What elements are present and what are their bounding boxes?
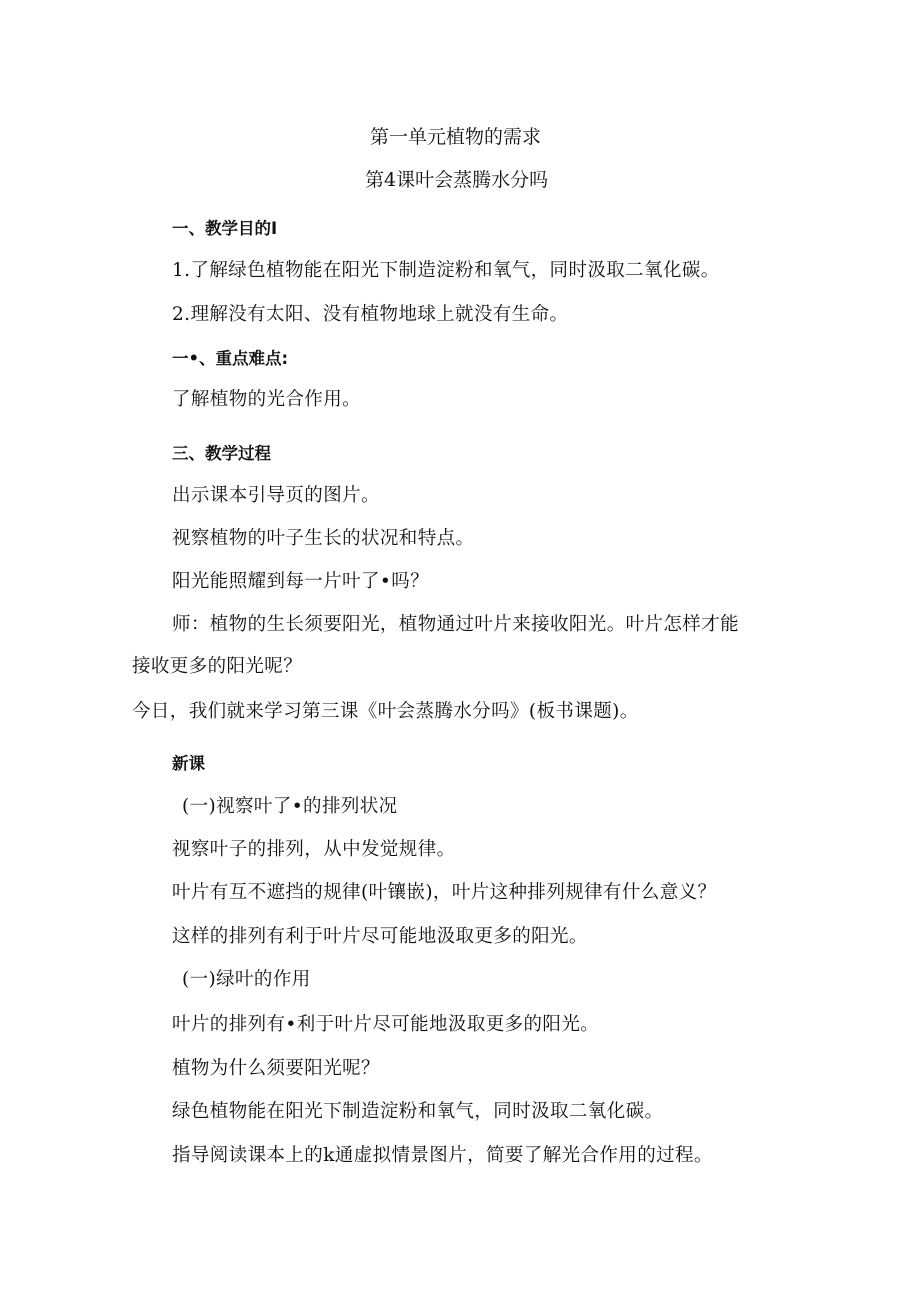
paragraph: 指导阅读课本上的k通虚拟情景图片，简要了解光合作用的过程。 [172, 1145, 713, 1166]
new-lesson-heading: 新课 [172, 754, 205, 773]
objectives-heading: 一、教学目的I [172, 219, 278, 238]
unit-title: 第一单元植物的需求 [370, 126, 542, 148]
paragraph: 植物为什么须要阳光呢？ [172, 1058, 380, 1079]
paragraph: 出示课本引导页的图片。 [172, 485, 380, 506]
subsection-heading: (一)绿叶的作用 [182, 969, 311, 990]
paragraph: 视察叶子的排列，从中发觉规律。 [172, 839, 456, 860]
paragraph: 阳光能照耀到每一片叶了•吗？ [172, 571, 430, 592]
paragraph: 这样的排列有利于叶片尽可能地汲取更多的阳光。 [172, 926, 588, 947]
paragraph: 叶片有互不遮挡的规律(叶镶嵌)，叶片这种排列规律有什么意义？ [172, 882, 717, 903]
objective-1: 1.了解绿色植物能在阳光下制造淀粉和氧气，同时汲取二氧化碳。 [172, 260, 720, 281]
objective-2: 2.理解没有太阳、没有植物地球上就没有生命。 [172, 304, 569, 325]
key-points-heading: 一•、重点难点: [172, 349, 289, 368]
paragraph: 视察植物的叶子生长的状况和特点。 [172, 528, 475, 549]
process-heading: 三、教学过程 [172, 444, 271, 463]
subsection-heading: (一)视察叶了•的排列状况 [182, 796, 398, 817]
paragraph: 绿色植物能在阳光下制造淀粉和氧气，同时汲取二氧化碳。 [172, 1101, 664, 1122]
lesson-title: 第4课叶会蒸腾水分吗 [365, 169, 549, 191]
paragraph-continuation: 接收更多的阳光呢？ [132, 656, 303, 677]
key-points-text: 了解植物的光合作用。 [172, 389, 362, 410]
paragraph: 今日，我们就来学习第三课《叶会蒸腾水分吗》(板书课题)。 [132, 701, 639, 722]
paragraph: 叶片的排列有•利于叶片尽可能地汲取更多的阳光。 [172, 1014, 600, 1035]
paragraph: 师：植物的生长须要阳光，植物通过叶片来接收阳光。叶片怎样才能 [172, 614, 740, 635]
